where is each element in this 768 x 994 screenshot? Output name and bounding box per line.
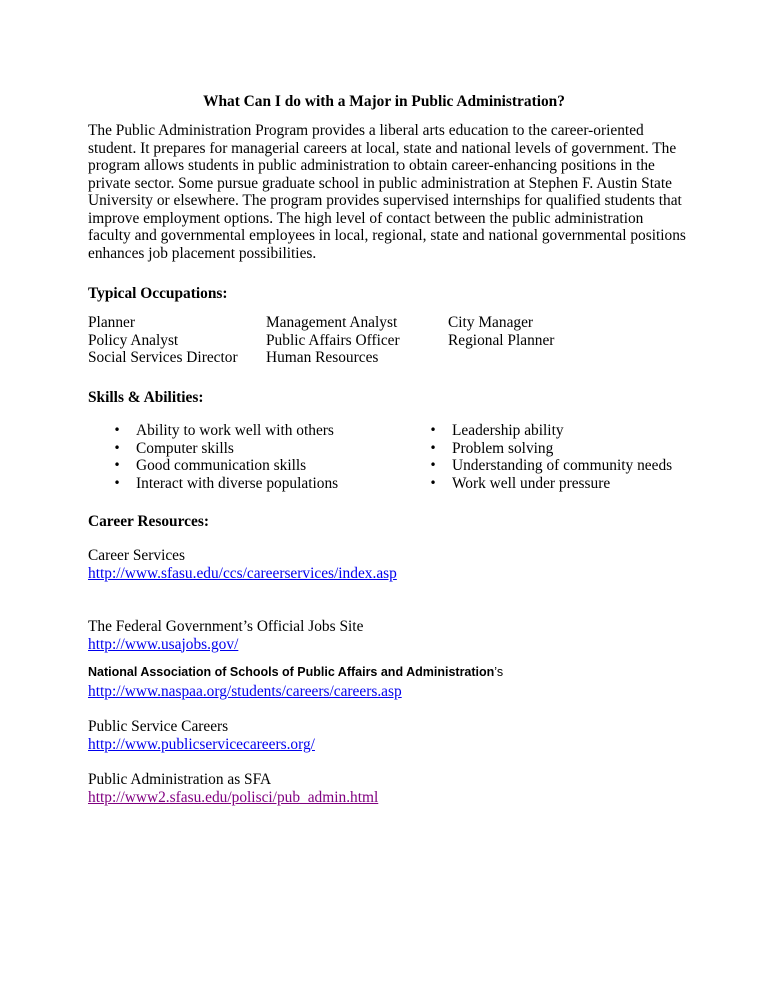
skill-item: • Computer skills [113,439,234,457]
skill-item: • Understanding of community needs [429,457,673,474]
occupation-item: Human Resources [266,349,379,366]
skill-item: • Good communication skills [113,457,307,474]
bullet-icon: • [429,440,437,455]
resources-heading: Career Resources: [88,513,209,530]
bullet-icon: • [429,458,437,472]
resource-sfa-pub-admin [88,771,378,806]
occupation-item: Social Services Director [88,349,238,366]
resource-link[interactable]: http://www.sfasu.edu/ccs/careerservices/index.asp [88,564,397,582]
resource-link[interactable]: http://www.usajobs.gov/ [88,635,239,653]
skill-item: • Interact with diverse populations [113,474,339,492]
resource-name: Career Services [88,547,185,564]
skills-heading: Skills & Abilities: [88,389,204,406]
skill-item: • Ability to work well with others [113,422,334,439]
resource-link[interactable]: http://www.publicservicecareers.org/ [88,735,315,753]
occupation-item: City Manager [448,314,534,331]
skill-item: • Problem solving [429,439,554,457]
resource-name: Public Service Careers [88,718,229,735]
resource-usajobs [88,618,363,653]
intro-paragraph: The Public Administration Program provides a liberal arts education to the career-oriented student. It prepares for managerial careers at local, state and national levels of government. The program allows students in public administration to obtain career-enhancing positions in the private sector. Some pursue graduate school in public administration at Stephen F. Austin State University or elsewhere. The program provides supervised internships for qualified students that improve employment options. The high level of contact between the public administration faculty and governmental employees in local, regional, state and national governmental positions enhances job placement possibilities. [88,122,686,262]
occupation-item: Planner [88,314,136,331]
occupations-heading: Typical Occupations: [88,285,228,302]
occupation-item: Management Analyst [266,314,398,331]
bullet-icon: • [113,423,121,437]
skill-item: • Work well under pressure [429,474,611,492]
bullet-icon: • [113,458,121,472]
resource-name: National Association of Schools of Public Affairs and Administration’s [88,665,504,679]
skill-item: • Leadership ability [429,422,564,439]
bullet-icon: • [429,475,437,490]
resource-name: The Federal Government’s Official Jobs Site [88,618,364,635]
resource-naspaa [88,663,503,700]
occupation-item: Public Affairs Officer [266,331,400,349]
resource-link[interactable]: http://www2.sfasu.edu/polisci/pub_admin.html [88,788,379,806]
resource-career-services [88,547,397,582]
occupations-column-2 [266,314,400,367]
bullet-icon: • [113,475,121,490]
skills-column-1 [112,422,338,492]
occupation-item: Policy Analyst [88,331,179,349]
resource-public-service-careers [88,718,315,753]
occupation-item: Regional Planner [448,331,555,349]
bullet-icon: • [113,440,121,455]
document-title: What Can I do with a Major in Public Administration? [203,93,565,110]
resource-link[interactable]: http://www.naspaa.org/students/careers/careers.asp [88,682,402,700]
bullet-icon: • [429,423,437,437]
occupations-column-3 [448,314,554,349]
skills-column-2 [428,422,672,492]
occupations-column-1 [88,314,238,367]
resource-name: Public Administration as SFA [88,771,272,788]
